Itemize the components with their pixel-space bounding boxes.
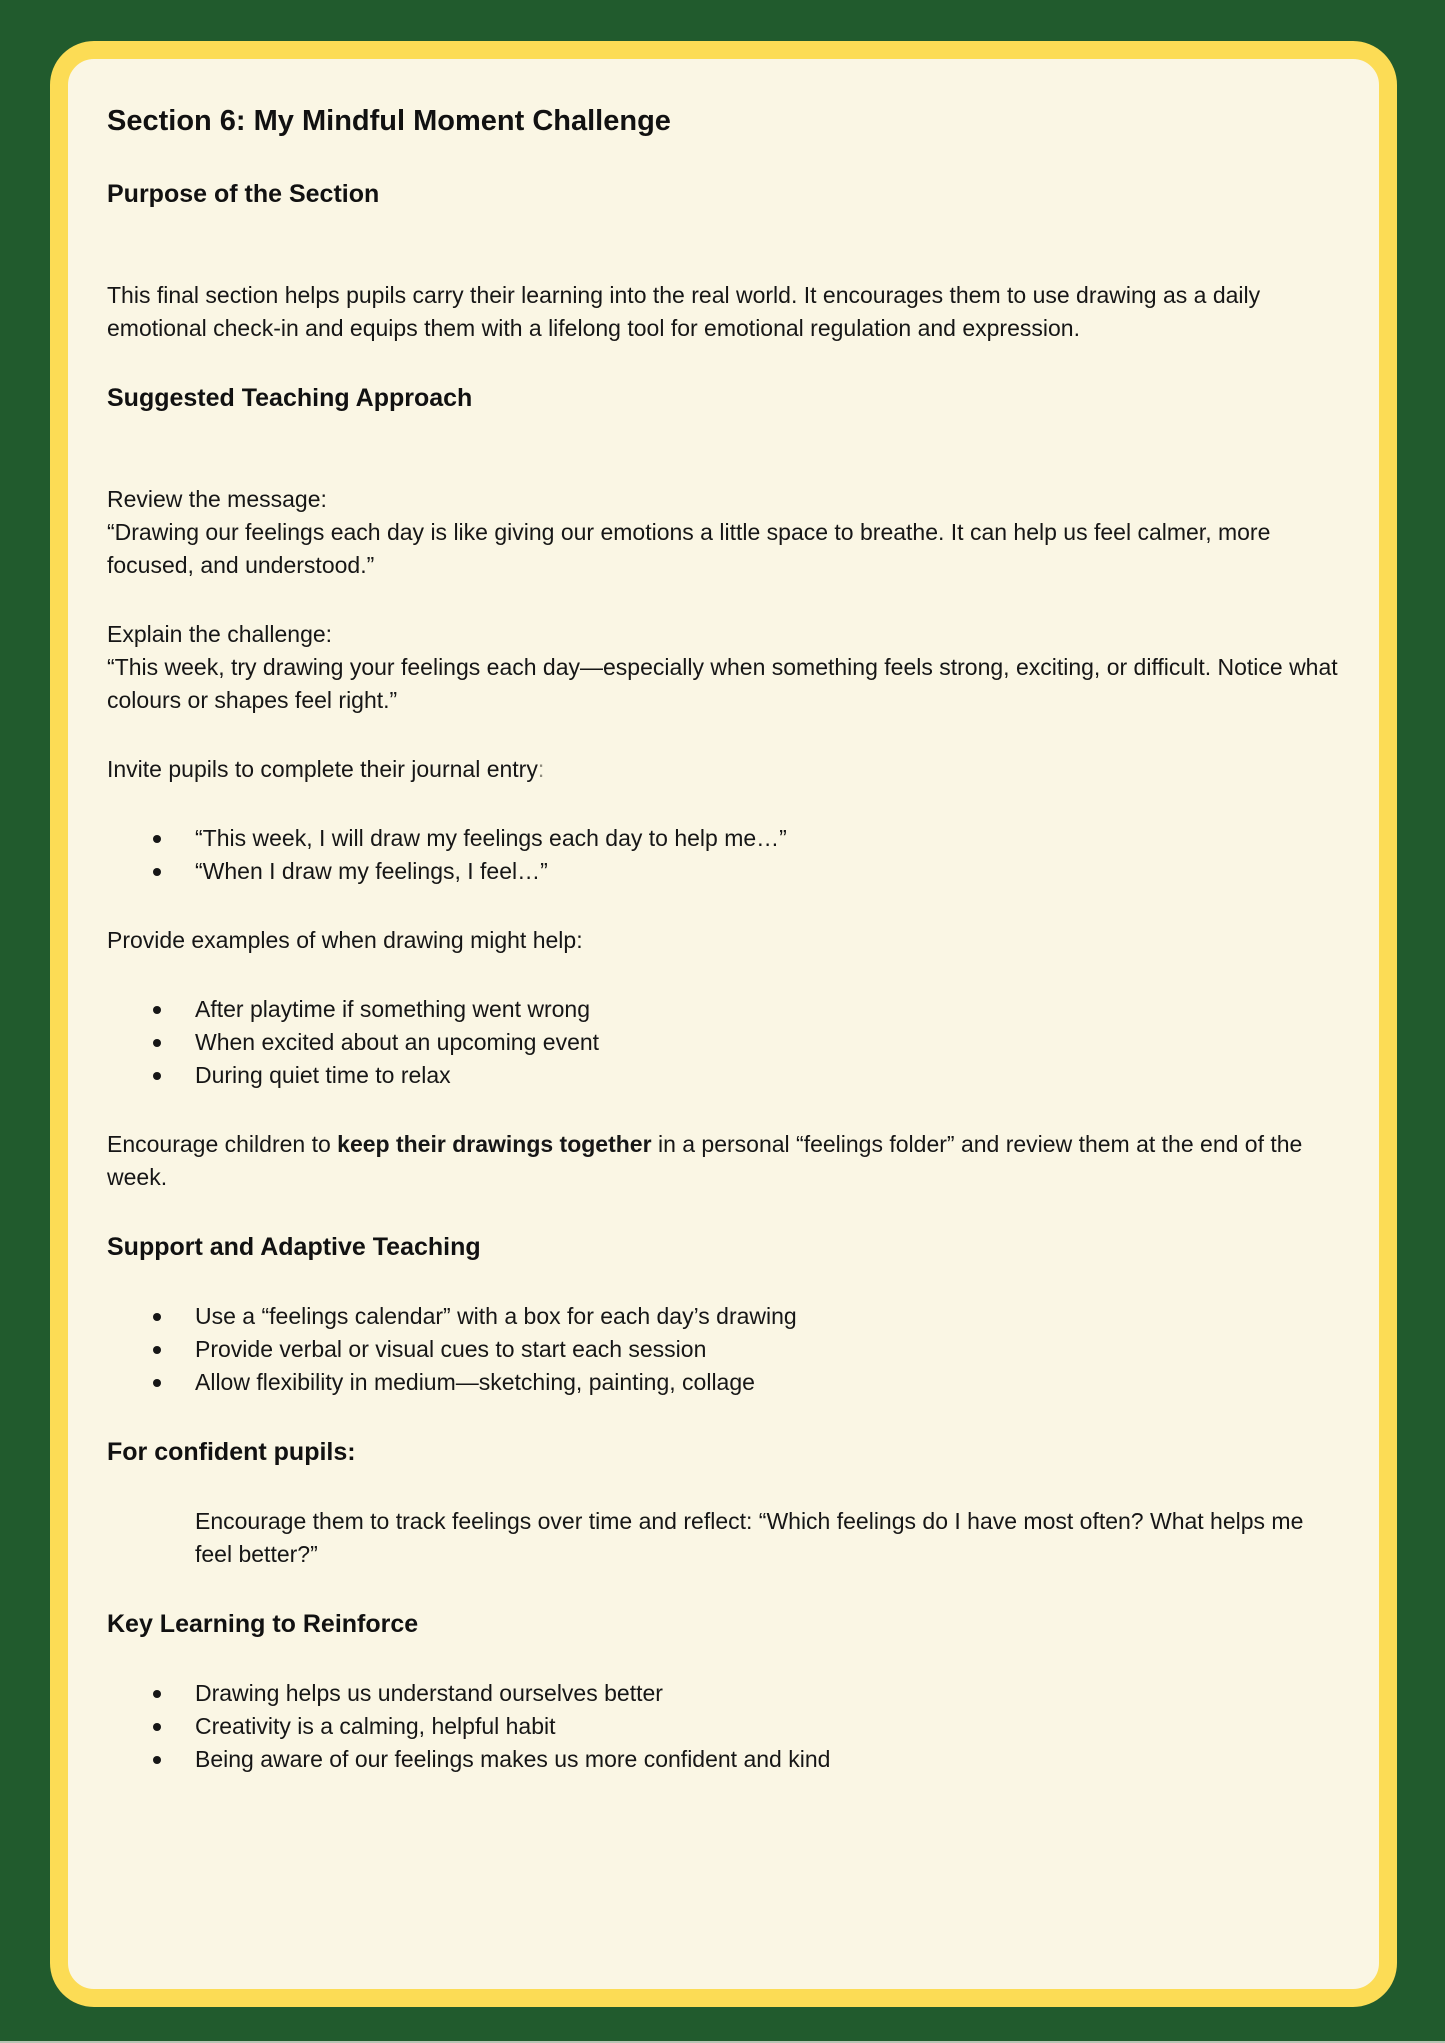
list-item: Provide verbal or visual cues to start each session (107, 1333, 1345, 1366)
confident-pupils-paragraph: Encourage them to track feelings over time and reflect: “Which feelings do I have most often? What helps me feel better?” (195, 1508, 1304, 1567)
teaching-approach-heading: Suggested Teaching Approach (107, 384, 473, 412)
list-item: Being aware of our feelings makes us more confident and kind (107, 1743, 1345, 1776)
encourage-paragraph (107, 1128, 1345, 1194)
list-item: “When I draw my feelings, I feel…” (107, 855, 1345, 888)
list-item: Creativity is a calming, helpful habit (107, 1710, 1345, 1743)
review-message-paragraph (107, 483, 1345, 582)
explain-challenge-quote: “This week, try drawing your feelings each day—especially when something feels strong, exciting, or difficult. Notice what colours or shapes feel right.” (107, 654, 1338, 713)
list-item: When excited about an upcoming event (107, 1026, 1345, 1059)
journal-prompts-list (107, 822, 1345, 888)
purpose-paragraph: This final section helps pupils carry their learning into the real world. It encourages them to use drawing as a daily emotional check-in and equips them with a lifelong tool for emotional regulation and expression. (107, 282, 1261, 341)
invite-punctuation: : (537, 756, 545, 782)
list-item: During quiet time to relax (107, 1059, 1345, 1092)
explain-challenge-paragraph (107, 618, 1345, 717)
key-learning-list (107, 1677, 1345, 1776)
encourage-prefix: Encourage children to (107, 1131, 338, 1157)
review-message-label: Review the message: (107, 486, 327, 512)
invite-text: Invite pupils to complete their journal entry (107, 756, 538, 782)
explain-challenge-label: Explain the challenge: (107, 621, 333, 647)
invite-paragraph (107, 753, 1345, 786)
support-list (107, 1300, 1345, 1399)
list-item: “This week, I will draw my feelings each day to help me…” (107, 822, 1345, 855)
encourage-suffix: in a personal “feelings folder” and review them at the end of the week. (107, 1131, 1303, 1190)
examples-list (107, 993, 1345, 1092)
document-content (68, 59, 1379, 1776)
list-item: Allow flexibility in medium—sketching, painting, collage (107, 1366, 1345, 1399)
list-item: Drawing helps us understand ourselves better (107, 1677, 1345, 1710)
support-heading: Support and Adaptive Teaching (107, 1233, 481, 1261)
confident-pupils-heading: For confident pupils: (107, 1438, 356, 1466)
review-message-quote: “Drawing our feelings each day is like giving our emotions a little space to breathe. It can help us feel calmer, more focused, and understood.” (107, 519, 1271, 578)
purpose-heading: Purpose of the Section (107, 180, 380, 208)
examples-label: Provide examples of when drawing might help: (107, 927, 583, 953)
list-item: After playtime if something went wrong (107, 993, 1345, 1026)
key-learning-heading: Key Learning to Reinforce (107, 1610, 419, 1638)
document-card (50, 41, 1397, 2007)
encourage-bold-text: keep their drawings together (337, 1131, 652, 1157)
section-title: Section 6: My Mindful Moment Challenge (107, 105, 671, 137)
list-item: Use a “feelings calendar” with a box for each day’s drawing (107, 1300, 1345, 1333)
